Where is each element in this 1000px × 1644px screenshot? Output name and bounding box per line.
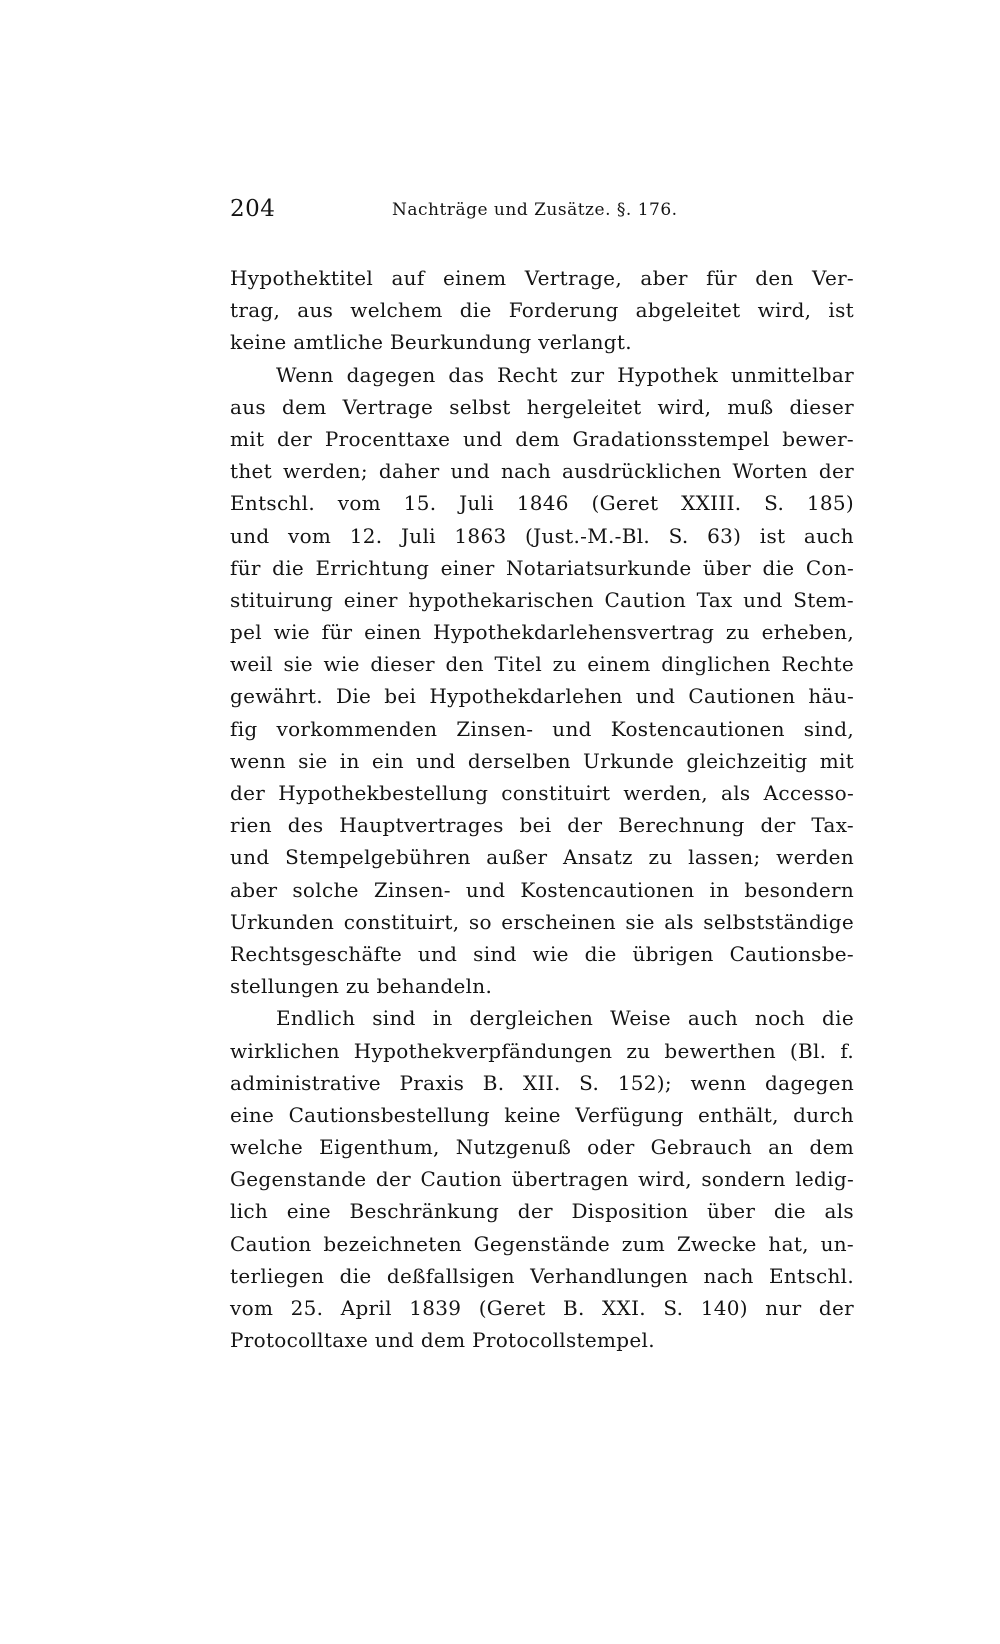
- paragraph: [230, 359, 854, 1003]
- text-line: und Stempelgebühren außer Ansatz zu lassen; werden: [230, 845, 854, 870]
- paragraph: [230, 262, 854, 359]
- text-line: wirklichen Hypothekverpfändungen zu bewerthen (Bl. f.: [230, 1038, 854, 1063]
- text-line: aus dem Vertrage selbst hergeleitet wird, muß dieser: [230, 394, 854, 419]
- text-line: welche Eigenthum, Nutzgenuß oder Gebrauch an dem: [230, 1135, 854, 1160]
- text-line: Caution bezeichneten Gegenstände zum Zwecke hat, un-: [230, 1231, 854, 1256]
- text-line: administrative Praxis B. XII. S. 152); wenn dagegen: [230, 1070, 854, 1095]
- text-line: pel wie für einen Hypothekdarlehensvertrag zu erheben,: [230, 620, 854, 645]
- text-line: Wenn dagegen das Recht zur Hypothek unmittelbar: [276, 362, 854, 387]
- text-line: Protocolltaxe und dem Protocollstempel.: [230, 1328, 655, 1353]
- text-line: und vom 12. Juli 1863 (Just.-M.-Bl. S. 63) ist auch: [230, 523, 854, 548]
- running-title: Nachträge und Zusätze. §. 176.: [392, 200, 678, 220]
- text-line: gewährt. Die bei Hypothekdarlehen und Cautionen häu-: [230, 684, 854, 709]
- paragraph: [230, 1002, 854, 1356]
- text-line: stituirung einer hypothekarischen Caution Tax und Stem-: [230, 587, 854, 612]
- text-line: keine amtliche Beurkundung verlangt.: [230, 330, 632, 355]
- text-line: aber solche Zinsen- und Kostencautionen in besondern: [230, 877, 854, 902]
- text-line: Gegenstande der Caution übertragen wird, sondern ledig-: [230, 1167, 854, 1192]
- text-line: weil sie wie dieser den Titel zu einem dinglichen Rechte: [230, 652, 854, 677]
- text-line: Rechtsgeschäfte und sind wie die übrigen Cautionsbe-: [230, 941, 854, 966]
- text-line: Entschl. vom 15. Juli 1846 (Geret XXIII. S. 185): [230, 491, 854, 516]
- text-line: Hypothektitel auf einem Vertrage, aber für den Ver-: [230, 266, 854, 290]
- text-line: Endlich sind in dergleichen Weise auch noch die: [276, 1006, 854, 1031]
- page-number: 204: [230, 196, 276, 222]
- text-line: für die Errichtung einer Notariatsurkunde über die Con-: [230, 555, 854, 580]
- text-line: rien des Hauptvertrages bei der Berechnung der Tax-: [230, 813, 854, 838]
- text-line: thet werden; daher und nach ausdrücklichen Worten der: [230, 459, 854, 484]
- text-line: lich eine Beschränkung der Disposition über die als: [230, 1199, 854, 1224]
- text-line: stellungen zu behandeln.: [230, 974, 493, 999]
- text-line: mit der Procenttaxe und dem Gradationsstempel bewer-: [230, 426, 854, 451]
- page-header: [230, 196, 700, 230]
- text-line: trag, aus welchem die Forderung abgeleitet wird, ist: [230, 298, 854, 323]
- text-line: Urkunden constituirt, so erscheinen sie als selbstständige: [230, 909, 854, 934]
- body-text: [230, 262, 854, 1356]
- text-line: der Hypothekbestellung constituirt werden, als Accesso-: [230, 781, 854, 805]
- text-line: fig vorkommenden Zinsen- und Kostencautionen sind,: [230, 716, 854, 741]
- text-line: eine Cautionsbestellung keine Verfügung enthält, durch: [230, 1102, 854, 1127]
- text-line: terliegen die deßfallsigen Verhandlungen nach Entschl.: [230, 1263, 854, 1288]
- text-line: wenn sie in ein und derselben Urkunde gleichzeitig mit: [230, 748, 854, 773]
- text-line: vom 25. April 1839 (Geret B. XXI. S. 140) nur der: [230, 1296, 854, 1320]
